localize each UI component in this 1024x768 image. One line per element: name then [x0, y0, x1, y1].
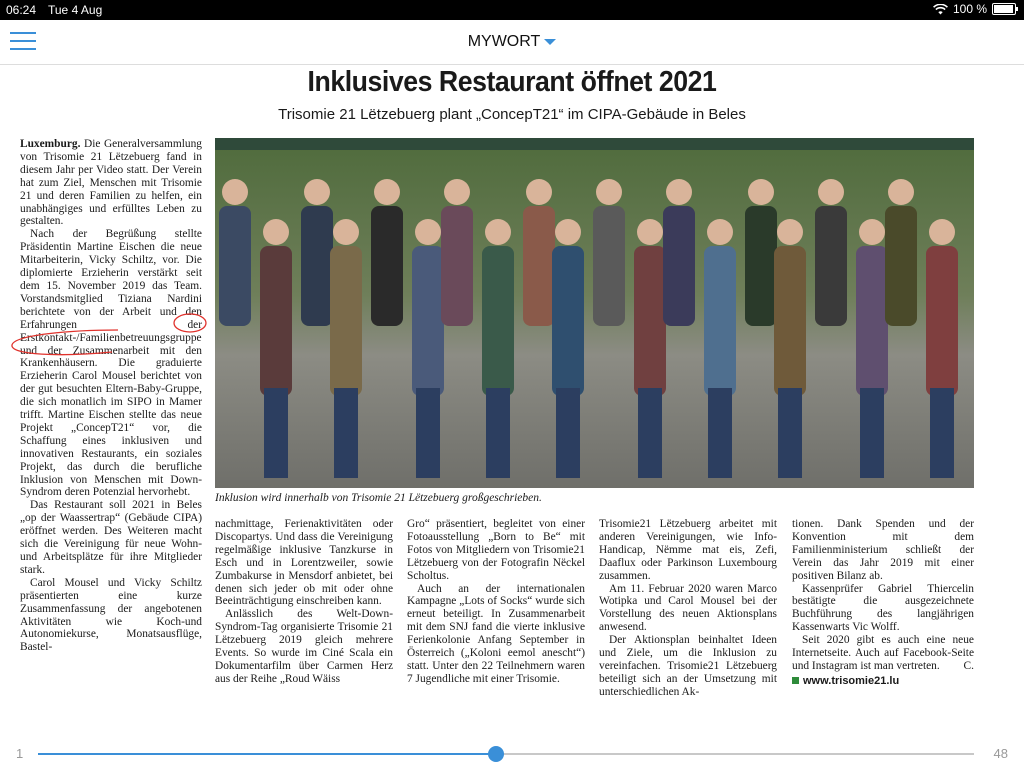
person-head [263, 219, 289, 245]
person-head [526, 179, 552, 205]
paragraph: Carol Mousel und Vicky Schiltz präsentierten eine kurze Zusammenfassung der angebotenen Aktivitäten wie Koch-und Autonomiekurse, Monatsausflüge, Bastel- [20, 576, 202, 654]
article-column-3 [407, 518, 585, 686]
person-head [707, 219, 733, 245]
paragraph: Nach der Begrüßung stellte Präsidentin Martine Eischen die neue Mitarbeiterin, Vicky Schiltz, vor. Die diplomierte Erzieherin verstärkt seit dem 15. November 2019 das Team. Vorstandsmitglied Tiziana Nardini berichtete von der Arbeit und den Erfahrungen der Erstkontakt-/Familienbetreuungsgruppe und der Zusammenarbeit mit den Krankenhäusern. Die graduierte Erzieherin Carol Mousel berichtet von der gut besuchten Eltern-Baby-Gruppe, die sich monatlich im SIPO in Mamer trifft. Martine Eischen stellte das neue Projekt „ConcepT21“ vor, die Schaffung eines inklusiven und innovativen Restaurants, ein soziales Projekt, das durch die berufliche Inklusion von Menschen mit Down-Syndrom deren Potenzial hervorhebt. [20, 228, 202, 499]
person-head [777, 219, 803, 245]
person-silhouette [552, 246, 584, 396]
article-photo [215, 138, 974, 488]
person-head [485, 219, 511, 245]
person-silhouette [371, 206, 403, 326]
person-head [748, 179, 774, 205]
person-head [666, 179, 692, 205]
battery-icon [992, 3, 1016, 15]
person-legs [930, 388, 954, 478]
person-head [304, 179, 330, 205]
person-silhouette [634, 246, 666, 396]
link-marker-icon [792, 677, 799, 684]
person-silhouette [926, 246, 958, 396]
last-page-number: 48 [993, 746, 1008, 761]
paragraph: Das Restaurant soll 2021 in Beles „op der Waassertrap“ (Gebäude CIPA) eröffnet werden. Des Weiteren macht sich die Vereinigung für neue Wohn- und Arbeitsplätze für ihre Mitglieder stark. [20, 499, 202, 576]
person-legs [416, 388, 440, 478]
page-slider-track[interactable] [38, 753, 974, 755]
person-head [222, 179, 248, 205]
paragraph: Der Aktionsplan beinhaltet Ideen und Ziele, um die Inklusion zu vereinfachen. Trisomie21 Lëtzebuerg beteiligt sich an der Umsetzung mit unterschiedlichen Ak- [599, 634, 777, 698]
person-legs [486, 388, 510, 478]
person-legs [334, 388, 358, 478]
person-silhouette [523, 206, 555, 326]
person-head [444, 179, 470, 205]
person-silhouette [301, 206, 333, 326]
status-time: 06:24 [6, 3, 37, 17]
person-silhouette [412, 246, 444, 396]
paragraph: Seit 2020 gibt es auch eine neue Internetseite. Auch auf Facebook-Seite und Instagram ist man vertreten. [792, 634, 974, 672]
person-legs [264, 388, 288, 478]
person-legs [556, 388, 580, 478]
person-silhouette [774, 246, 806, 396]
person-head [637, 219, 663, 245]
person-silhouette [441, 206, 473, 326]
person-silhouette [745, 206, 777, 326]
dateline: Luxemburg. [20, 138, 81, 150]
photo-caption: Inklusion wird innerhalb von Trisomie 21 Lëtzebuerg großgeschrieben. [215, 492, 542, 504]
article-column-4 [599, 518, 777, 699]
paragraph: Trisomie21 Lëtzebuerg arbeitet mit anderen Vereinigungen, wie Info-Handicap, Nëmme mat eis, Zefi, Daaflux oder Parkinson Luxembourg zusammen. [599, 518, 777, 582]
chevron-down-icon [544, 39, 556, 45]
page-slider-thumb[interactable] [488, 746, 504, 762]
group-photo-image [215, 138, 974, 488]
page-scrubber [0, 740, 1024, 768]
person-silhouette [482, 246, 514, 396]
article-column-2 [215, 518, 393, 686]
person-silhouette [704, 246, 736, 396]
person-head [888, 179, 914, 205]
paragraph: Kassenprüfer Gabriel Thiercelin bestätigte die ausgezeichnete Buchführung des langjährigen Kassenwarts Vic Wolff. [792, 582, 974, 634]
status-date: Tue 4 Aug [48, 3, 103, 17]
person-silhouette [330, 246, 362, 396]
paragraph: Am 11. Februar 2020 waren Marco Wotipka und Carol Mousel bei der Vorstellung des neuen Aktionsplans anwesend. [599, 582, 777, 634]
person-legs [860, 388, 884, 478]
paragraph: Gro“ präsentiert, begleitet von einer Fotoausstellung „Born to Be“ mit Fotos von Mitgliedern von Trisomie21 Lëtzebuerg von der Fotografin Nëckel Scholtus. [407, 518, 585, 582]
article-column-5 [792, 518, 974, 688]
person-silhouette [885, 206, 917, 326]
person-silhouette [663, 206, 695, 326]
website-link[interactable]: www.trisomie21.lu [803, 674, 900, 687]
article-column-1 [20, 138, 202, 654]
person-head [929, 219, 955, 245]
person-legs [708, 388, 732, 478]
article-headline: Inklusives Restaurant öffnet 2021 [307, 66, 717, 98]
person-silhouette [219, 206, 251, 326]
person-silhouette [856, 246, 888, 396]
person-head [415, 219, 441, 245]
paragraph: tionen. Dank Spenden und der Konvention mit dem Familienministerium schließt der Verein das Jahr 2019 mit einer positiven Bilanz ab. [792, 518, 974, 582]
status-bar [0, 0, 1024, 20]
paragraph: Die Generalversammlung von Trisomie 21 Lëtzebuerg fand in diesem Jahr per Video statt. Der Verein hat zum Ziel, Menschen mit Trisomie 21 und deren Familien zu helfen, ein unabhängiges und erfülltes Leben zu gestalten. [20, 138, 202, 228]
person-head [596, 179, 622, 205]
person-head [333, 219, 359, 245]
person-head [859, 219, 885, 245]
article-subheadline: Trisomie 21 Lëtzebuerg plant „ConcepT21“ im CIPA-Gebäude in Beles [278, 106, 746, 123]
person-legs [638, 388, 662, 478]
page-slider-progress [38, 753, 496, 755]
first-page-number: 1 [16, 746, 24, 761]
paragraph: Anlässlich des Welt-Down-Syndrom-Tag organisierte Trisomie 21 Lëtzebuerg 2019 gleich mehrere Events. So wurde im Ciné Scala ein Dokumentarfilm über Carmen Herz aus der Reihe „Roud Wäiss [215, 608, 393, 685]
person-legs [778, 388, 802, 478]
person-head [555, 219, 581, 245]
person-silhouette [260, 246, 292, 396]
person-head [374, 179, 400, 205]
paragraph: nachmittage, Ferienaktivitäten oder Discopartys. Und dass die Vereinigung regelmäßige inklusive Tanzkurse in Esch und in Lorentzweiler, sowie Zumbakurse in Mensdorf anbietet, bei denen sich jeder ob mit oder ohne Beeinträchtigung einschreiben kann. [215, 518, 393, 608]
battery-percent: 100 % [952, 2, 987, 16]
person-head [818, 179, 844, 205]
app-header [0, 20, 1024, 65]
paragraph: Auch an der internationalen Kampagne „Lots of Socks“ wurde sich erneut beteiligt. In Zusammenarbeit mit dem SNJ fand die vierte inklusive Ferienkolonie Anfang September in Österreich („Koloni eemol anescht“) statt. Unter den 22 Teilnehmern waren 7 Jugendliche mit einer Trisomie. [407, 582, 585, 685]
author-initial: C. [963, 659, 974, 672]
person-silhouette [593, 206, 625, 326]
publication-selector[interactable] [0, 33, 1024, 51]
publication-title: MYWORT [467, 33, 541, 50]
wifi-icon [933, 4, 948, 15]
person-silhouette [815, 206, 847, 326]
